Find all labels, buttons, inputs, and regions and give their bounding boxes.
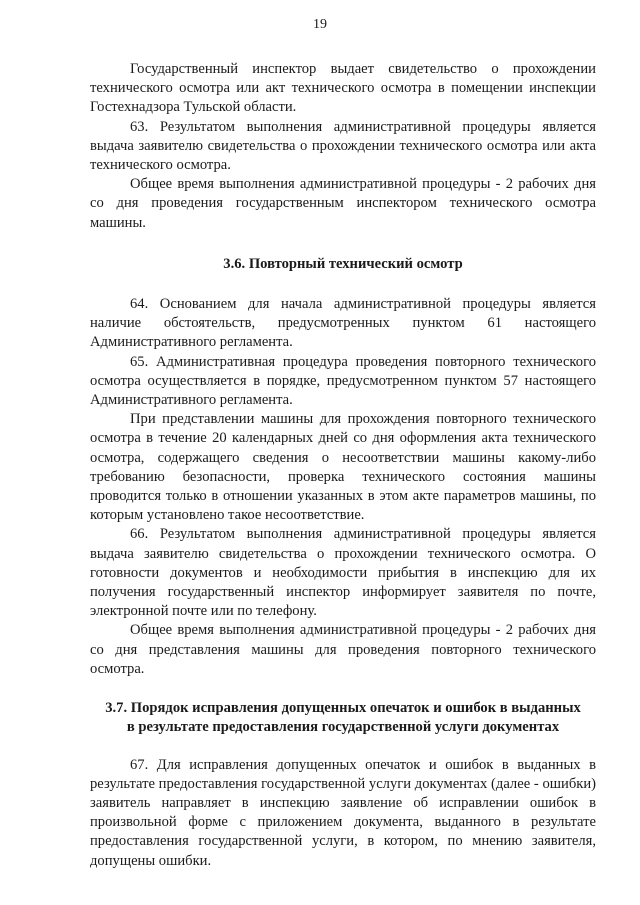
section-heading-3-6: 3.6. Повторный технический осмотр	[223, 255, 463, 272]
paragraph: При представлении машины для прохождения повторного технического осмотра в течение 20 календарных дней со дня оформления акта технического осмотра, содержащего сведения о несоответствии машины какому-либо требованию безопасности, проверка технического состояния машины проводится только в отношении указанных в этом акте параметров машины, по которым установлено такое несоответствие.	[90, 411, 596, 524]
paragraph: 65. Административная процедура проведения повторного технического осмотра осуществляется в порядке, предусмотренном пунктом 57 настоящего Административного регламента.	[90, 353, 596, 409]
paragraph: 63. Результатом выполнения административной процедуры является выдача заявителю свидетельства о прохождении технического осмотра или акта технического осмотра.	[90, 118, 596, 174]
page-number: 19	[313, 17, 327, 32]
section-heading-3-7-line2: в результате предоставления государственной услуги документах	[126, 719, 560, 736]
paragraph: Общее время выполнения административной процедуры - 2 рабочих дня со дня представления машины для проведения повторного технического осмотра.	[90, 622, 596, 677]
paragraph: Государственный инспектор выдает свидетельство о прохождении технического осмотра или акт технического осмотра в помещении инспекции Гостехнадзора Тульской области.	[90, 61, 596, 116]
document-body	[90, 60, 596, 871]
section-heading-3-7	[90, 699, 596, 737]
paragraph: 66. Результатом выполнения административной процедуры является выдача заявителю свидетельства о прохождении технического осмотра. О готовности документов и необходимости прибытия в инспекцию для их получения государственный инспектор информирует заявителя по почте, электронной почте или по телефону.	[90, 526, 596, 620]
section-heading-3-7-line1: 3.7. Порядок исправления допущенных опечаток и ошибок в выданных	[105, 700, 581, 717]
paragraph: 64. Основанием для начала административной процедуры является наличие обстоятельств, предусмотренных пунктом 61 настоящего Административного регламента.	[90, 296, 596, 351]
paragraph: 67. Для исправления допущенных опечаток и ошибок в выданных в результате предоставления государственной услуги документах (далее - ошибки) заявитель направляет в инспекцию заявление об исправлении ошибок в произвольной форме с приложением документа, выданного в результате предоставления государственной услуги, в котором, по мнению заявителя, допущены ошибки.	[90, 756, 596, 869]
paragraph: Общее время выполнения административной процедуры - 2 рабочих дня со дня проведения государственным инспектором технического осмотра машины.	[90, 176, 596, 231]
